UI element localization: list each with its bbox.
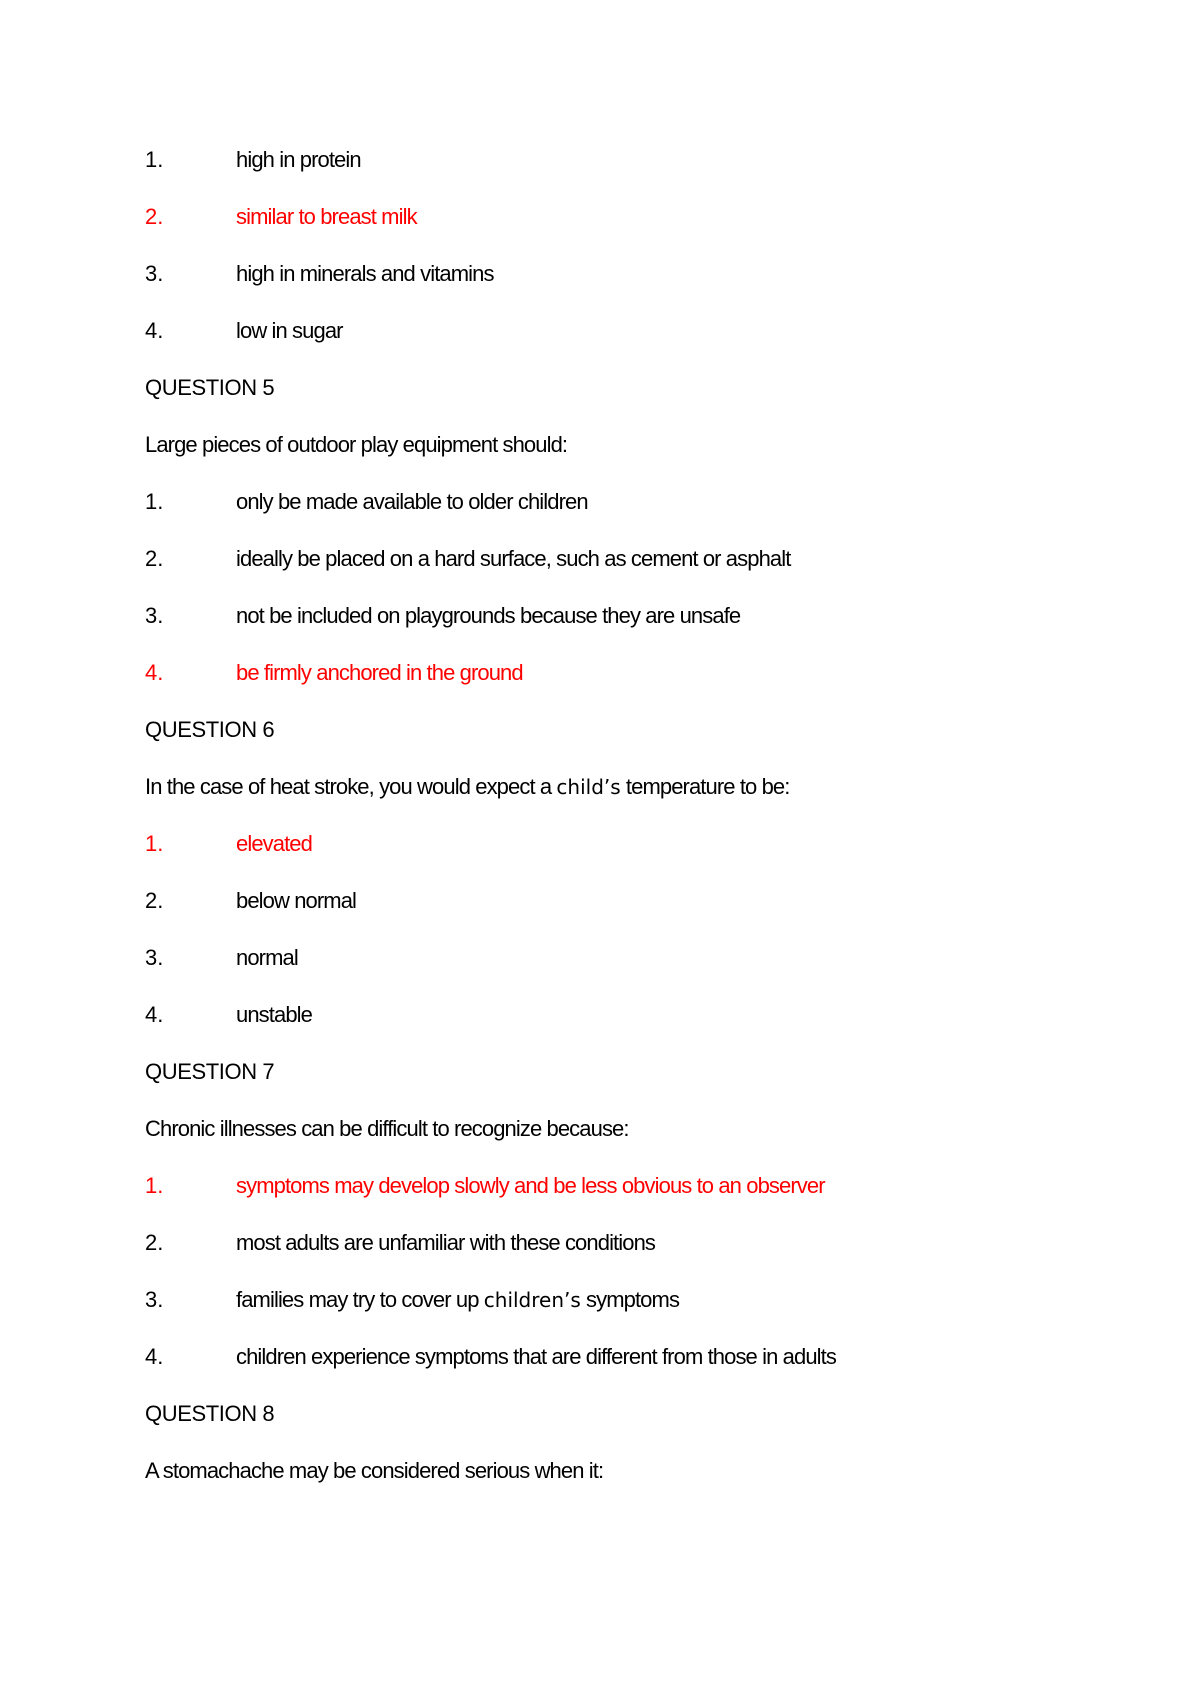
q7-heading: QUESTION 7 — [145, 1059, 275, 1084]
q6-prompt-word: child’s — [556, 775, 621, 799]
option-text: unstable — [236, 1002, 312, 1027]
option-number: 1. — [145, 489, 164, 514]
q8-prompt: A stomachache may be considered serious when it: — [145, 1458, 604, 1483]
option-number: 2. — [145, 546, 164, 571]
option-number: 4. — [145, 660, 164, 685]
option-text: elevated — [236, 831, 312, 856]
option-number: 3. — [145, 261, 164, 286]
option-number: 1. — [145, 1173, 164, 1198]
option-text: high in minerals and vitamins — [236, 261, 494, 286]
option-text: normal — [236, 945, 298, 970]
option-number: 2. — [145, 888, 164, 913]
q5-prompt: Large pieces of outdoor play equipment should: — [145, 432, 568, 457]
q6-prompt — [145, 770, 789, 804]
option-text-end: symptoms — [580, 1287, 680, 1312]
option-number: 4. — [145, 1344, 164, 1369]
option-number: 1. — [145, 147, 164, 172]
option-text: most adults are unfamiliar with these conditions — [236, 1230, 656, 1255]
option-text: symptoms may develop slowly and be less obvious to an observer — [236, 1173, 825, 1198]
option-number: 3. — [145, 1287, 164, 1312]
q8-heading: QUESTION 8 — [145, 1401, 275, 1426]
option-text-start: families may try to cover up — [236, 1287, 484, 1312]
option-number: 3. — [145, 603, 164, 628]
q5-heading: QUESTION 5 — [145, 375, 275, 400]
option-number: 2. — [145, 204, 164, 229]
option-text: below normal — [236, 888, 357, 913]
option-text: not be included on playgrounds because they are unsafe — [236, 603, 741, 628]
q6-prompt-end: temperature to be: — [620, 774, 790, 799]
option-text: high in protein — [236, 147, 361, 172]
option-text: be firmly anchored in the ground — [236, 660, 523, 685]
option-text-word: children’s — [483, 1288, 581, 1312]
option-text: children experience symptoms that are different from those in adults — [236, 1344, 836, 1369]
option-number: 4. — [145, 1002, 164, 1027]
option-text: low in sugar — [236, 318, 343, 343]
q6-heading: QUESTION 6 — [145, 717, 275, 742]
option-text — [236, 1283, 679, 1317]
option-text: only be made available to older children — [236, 489, 588, 514]
option-text: ideally be placed on a hard surface, such as cement or asphalt — [236, 546, 791, 571]
option-text: similar to breast milk — [236, 204, 417, 229]
option-number: 1. — [145, 831, 164, 856]
option-number: 3. — [145, 945, 164, 970]
option-number: 4. — [145, 318, 164, 343]
q6-prompt-start: In the case of heat stroke, you would expect a — [145, 774, 557, 799]
q7-prompt: Chronic illnesses can be difficult to recognize because: — [145, 1116, 629, 1141]
option-number: 2. — [145, 1230, 164, 1255]
